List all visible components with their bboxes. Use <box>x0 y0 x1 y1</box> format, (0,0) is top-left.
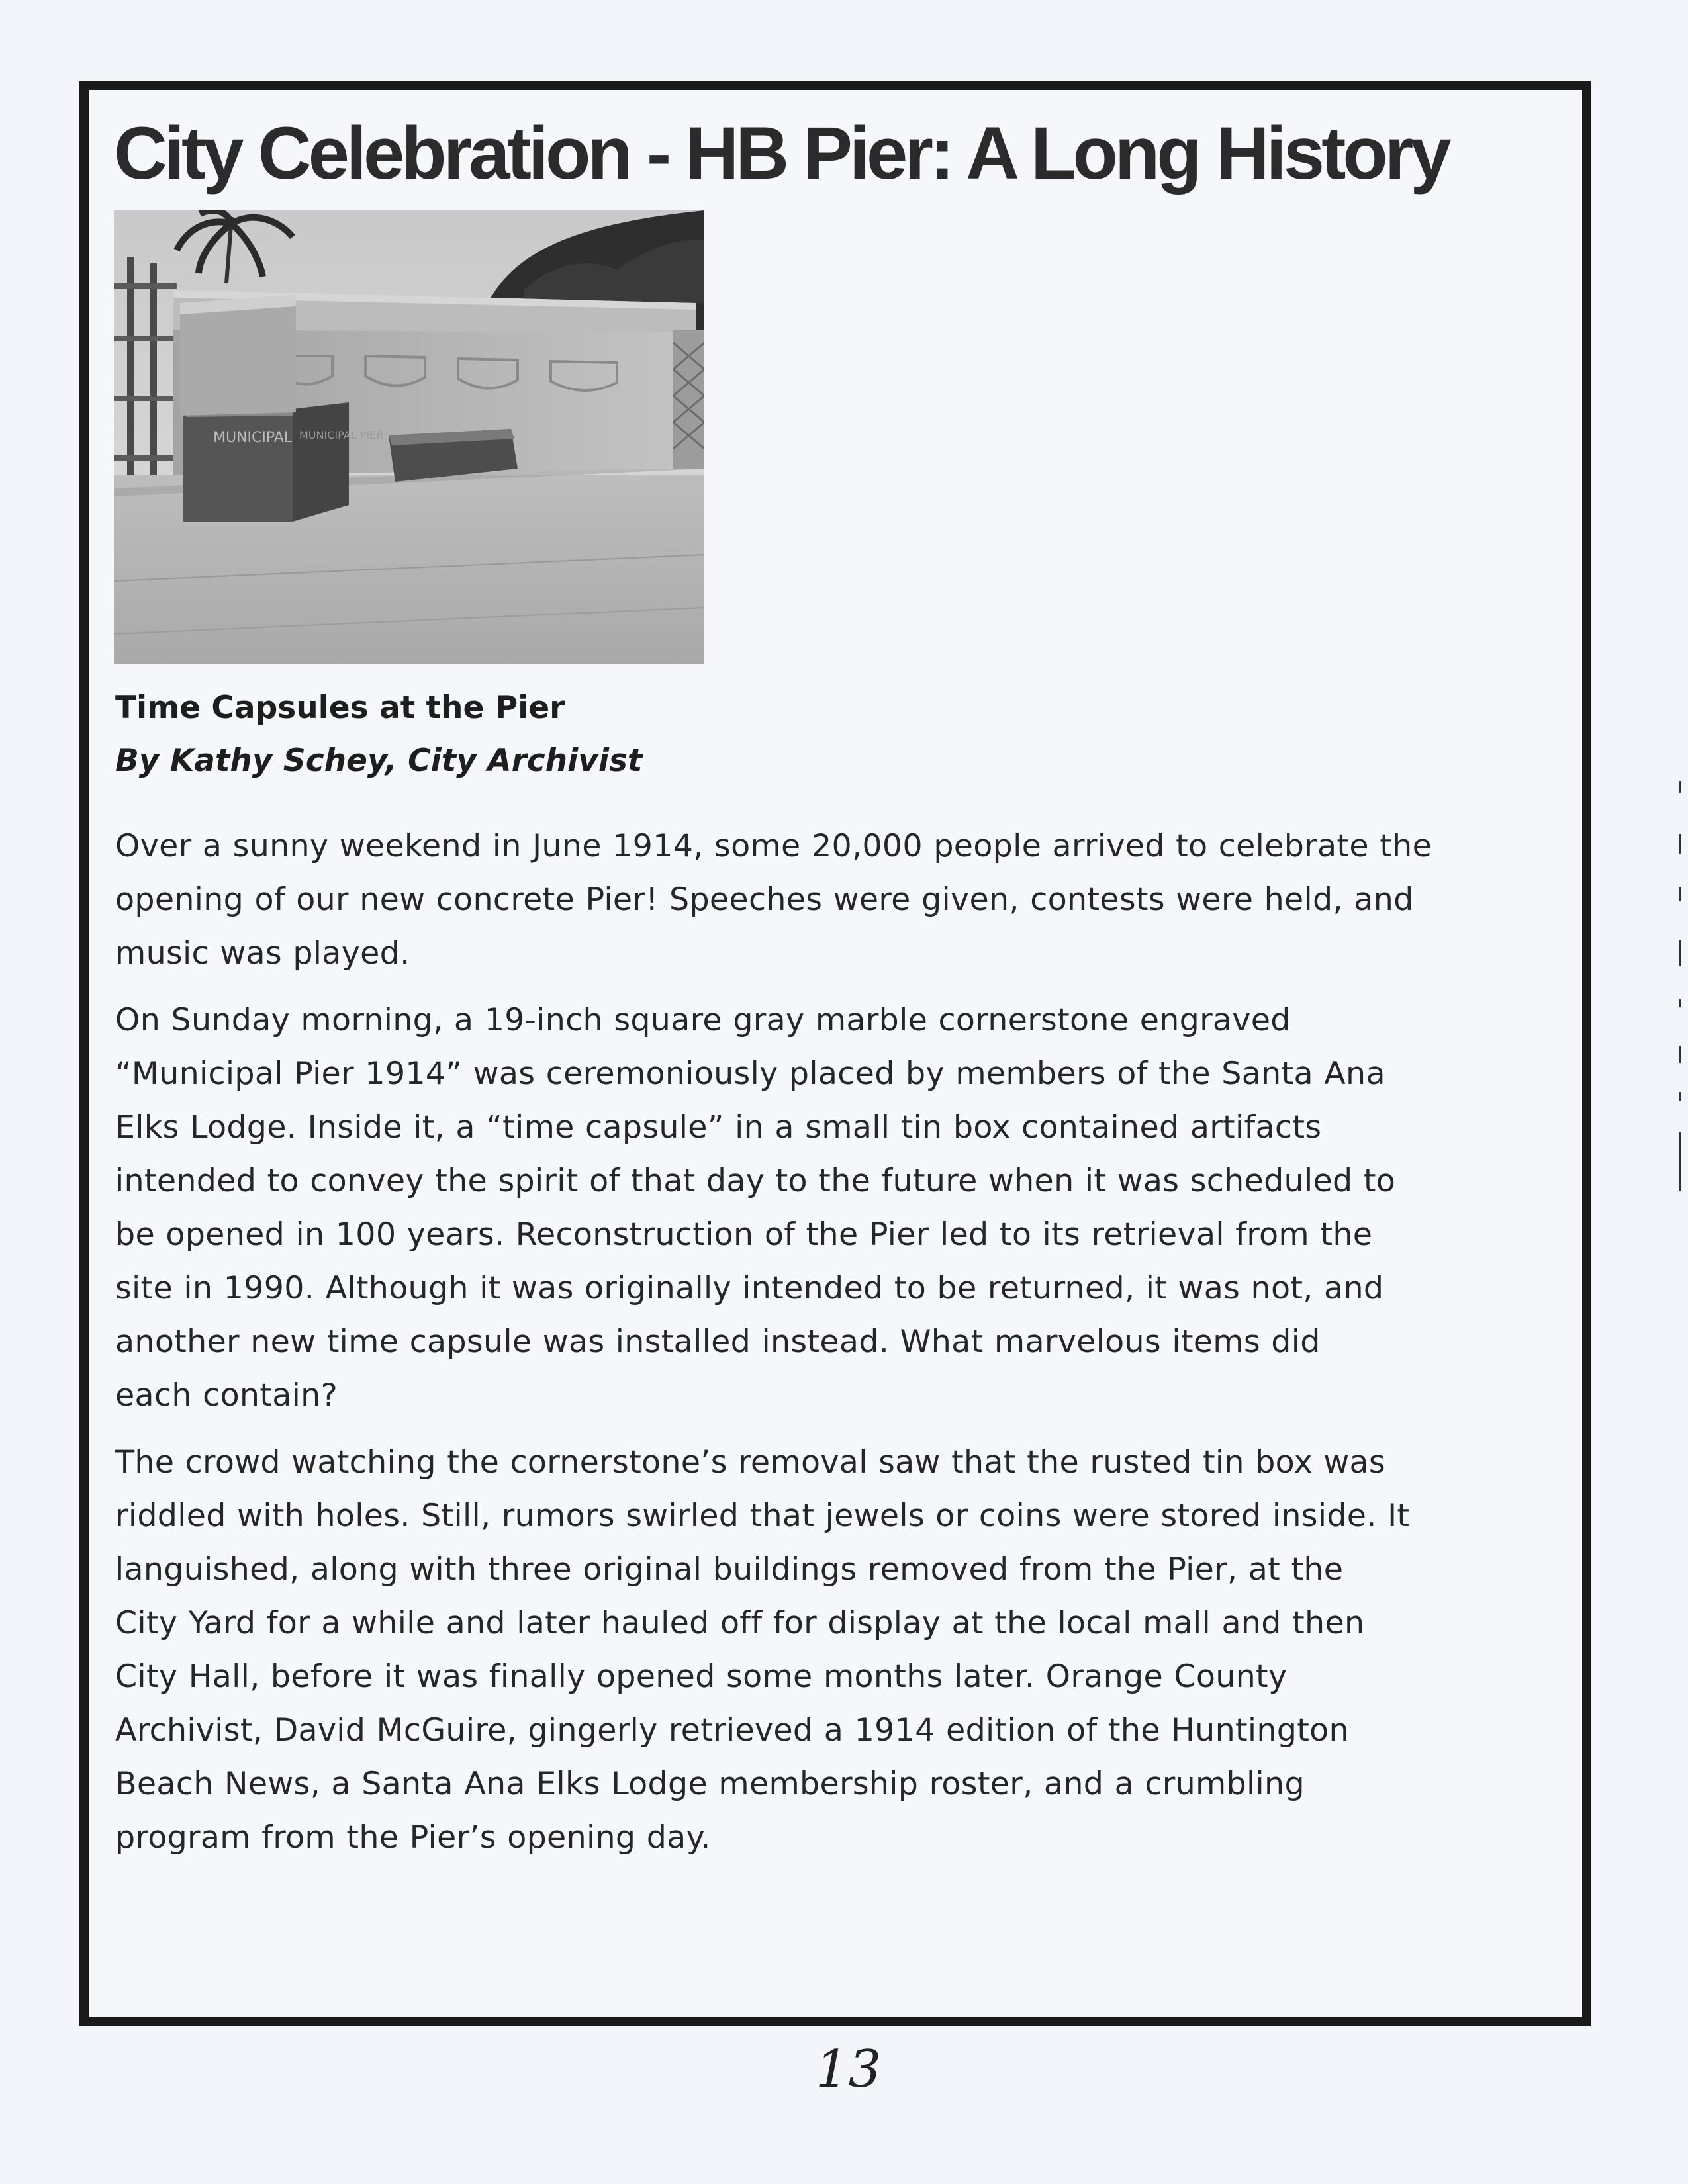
stone-engraving-front: MUNICIPAL <box>213 430 293 446</box>
page-number: 13 <box>816 2040 882 2099</box>
paragraph-line: Beach News, a Santa Ana Elks Lodge membership roster, and a crumbling <box>115 1766 1305 1802</box>
paragraph <box>115 1435 1571 1864</box>
paragraph-line: On Sunday morning, a 19-inch square gray marble cornerstone engraved <box>115 1002 1291 1038</box>
paragraph <box>115 993 1571 1422</box>
paragraph-line: City Hall, before it was finally opened some months later. Orange County <box>115 1659 1288 1695</box>
paragraph-line: The crowd watching the cornerstone’s removal saw that the rusted tin box was <box>115 1444 1385 1480</box>
page-title: City Celebration - HB Pier: A Long History <box>114 112 1448 195</box>
paragraph-line: be opened in 100 years. Reconstruction of the Pier led to its retrieval from the <box>115 1216 1373 1253</box>
paragraph-line: intended to convey the spirit of that day to the future when it was scheduled to <box>115 1163 1396 1199</box>
caption-title: Time Capsules at the Pier <box>115 690 565 726</box>
paragraph-line: “Municipal Pier 1914” was ceremoniously placed by members of the Santa Ana <box>115 1056 1385 1092</box>
paragraph-line: another new time capsule was installed instead. What marvelous items did <box>115 1324 1321 1360</box>
paragraph-line: riddled with holes. Still, rumors swirled that jewels or coins were stored inside. It <box>115 1498 1410 1534</box>
byline: By Kathy Schey, City Archivist <box>115 743 643 779</box>
stone-engraving-side: MUNICIPAL PIER <box>299 429 384 441</box>
paragraph-line: music was played. <box>115 935 410 972</box>
paragraph-line: Elks Lodge. Inside it, a “time capsule” in a small tin box contained artifacts <box>115 1109 1322 1146</box>
paragraph-line: languished, along with three original buildings removed from the Pier, at the <box>115 1551 1344 1588</box>
article-body <box>115 819 1571 1878</box>
paragraph-line: City Yard for a while and later hauled off for display at the local mall and then <box>115 1605 1365 1641</box>
paragraph-line: program from the Pier’s opening day. <box>115 1819 711 1856</box>
article-photo <box>114 210 704 664</box>
paragraph-line: Archivist, David McGuire, gingerly retrieved a 1914 edition of the Huntington <box>115 1712 1349 1749</box>
paragraph-line: Over a sunny weekend in June 1914, some 20,000 people arrived to celebrate the <box>115 828 1432 864</box>
paragraph <box>115 819 1571 980</box>
paragraph-line: site in 1990. Although it was originally intended to be returned, it was not, and <box>115 1270 1384 1306</box>
paragraph-line: each contain? <box>115 1377 338 1414</box>
paragraph-line: opening of our new concrete Pier! Speeches were given, contests were held, and <box>115 882 1414 918</box>
scan-edge-marks <box>1679 781 1681 1257</box>
